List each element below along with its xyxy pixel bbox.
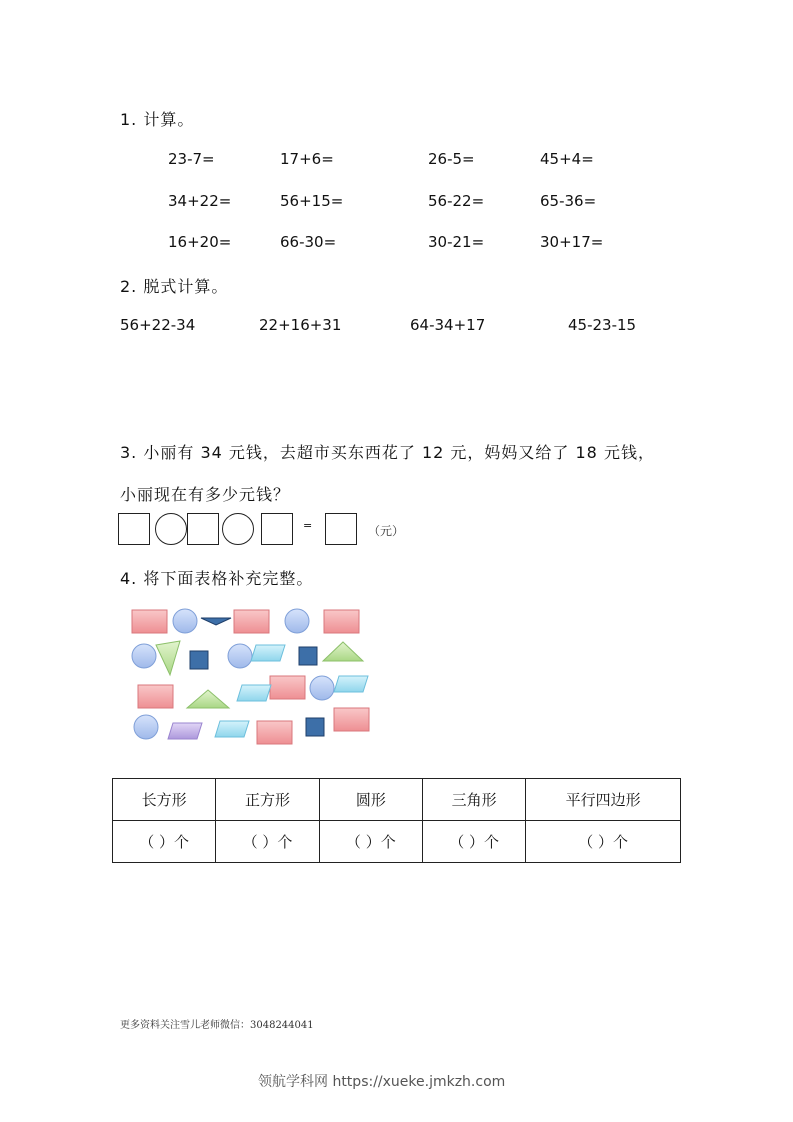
triangle-shape xyxy=(201,618,231,625)
answer-cell[interactable]: （ ）个 xyxy=(113,821,216,863)
table-header-cell: 平行四边形 xyxy=(526,779,681,821)
rectangle-shape xyxy=(270,676,305,699)
circle-shape xyxy=(132,644,156,668)
circle-shape xyxy=(310,676,334,700)
calc-item: 45+4= xyxy=(540,150,594,168)
answer-box[interactable] xyxy=(118,513,150,545)
equals-sign: = xyxy=(303,519,313,532)
square-shape xyxy=(299,647,317,665)
rectangle-shape xyxy=(257,721,292,744)
rectangle-shape xyxy=(234,610,269,633)
parallelogram-shape xyxy=(215,721,249,737)
circle-shape xyxy=(228,644,252,668)
rectangle-shape xyxy=(138,685,173,708)
parallelogram-shape xyxy=(237,685,271,701)
table-header-cell: 正方形 xyxy=(216,779,319,821)
calc-item: 30+17= xyxy=(540,233,604,251)
table-header-cell: 圆形 xyxy=(319,779,422,821)
expression-item: 45-23-15 xyxy=(568,316,637,334)
square-shape xyxy=(306,718,324,736)
parallelogram-shape xyxy=(334,676,368,692)
result-box[interactable] xyxy=(325,513,357,545)
q4-title: 4. 将下面表格补充完整。 xyxy=(120,569,314,588)
table-header-row xyxy=(113,779,681,821)
answer-cell[interactable]: （ ）个 xyxy=(216,821,319,863)
q2-title: 2. 脱式计算。 xyxy=(120,277,229,296)
answer-box[interactable] xyxy=(261,513,293,545)
triangle-shape xyxy=(156,641,180,675)
table-answer-row xyxy=(113,821,681,863)
footer-site-link[interactable]: 领航学科网 https://xueke.jmkzh.com xyxy=(258,1074,506,1090)
answer-cell[interactable]: （ ）个 xyxy=(526,821,681,863)
answer-box[interactable] xyxy=(187,513,219,545)
calc-item: 65-36= xyxy=(540,192,597,210)
table-header-cell: 长方形 xyxy=(113,779,216,821)
calc-item: 23-7= xyxy=(168,150,215,168)
rectangle-shape xyxy=(324,610,359,633)
operator-circle[interactable] xyxy=(222,513,254,545)
answer-cell[interactable]: （ ）个 xyxy=(422,821,525,863)
calc-item: 30-21= xyxy=(428,233,485,251)
triangle-shape xyxy=(323,642,363,661)
q1-title: 1. 计算。 xyxy=(120,110,195,129)
circle-shape xyxy=(285,609,309,633)
operator-circle[interactable] xyxy=(155,513,187,545)
parallelogram-shape xyxy=(168,723,202,739)
circle-shape xyxy=(173,609,197,633)
q3-question-line1: 3. 小丽有 34 元钱，去超市买东西花了 12 元，妈妈又给了 18 元钱， xyxy=(120,443,655,462)
expression-item: 56+22-34 xyxy=(120,316,196,334)
calc-item: 17+6= xyxy=(280,150,334,168)
footer-note: 更多资料关注雪儿老师微信：3048244041 xyxy=(120,1020,314,1031)
calc-item: 16+20= xyxy=(168,233,232,251)
q3-question-line2: 小丽现在有多少元钱？ xyxy=(120,485,291,504)
calc-item: 26-5= xyxy=(428,150,475,168)
calc-item: 56+15= xyxy=(280,192,344,210)
triangle-shape xyxy=(187,690,229,708)
square-shape xyxy=(190,651,208,669)
parallelogram-shape xyxy=(251,645,285,661)
expression-item: 22+16+31 xyxy=(259,316,342,334)
calc-item: 34+22= xyxy=(168,192,232,210)
calc-item: 56-22= xyxy=(428,192,485,210)
shape-count-table xyxy=(112,778,681,863)
unit-label: （元） xyxy=(368,524,405,538)
rectangle-shape xyxy=(334,708,369,731)
answer-cell[interactable]: （ ）个 xyxy=(319,821,422,863)
table-header-cell: 三角形 xyxy=(422,779,525,821)
expression-item: 64-34+17 xyxy=(410,316,486,334)
rectangle-shape xyxy=(132,610,167,633)
calc-item: 66-30= xyxy=(280,233,337,251)
shapes-figure xyxy=(125,600,375,750)
circle-shape xyxy=(134,715,158,739)
